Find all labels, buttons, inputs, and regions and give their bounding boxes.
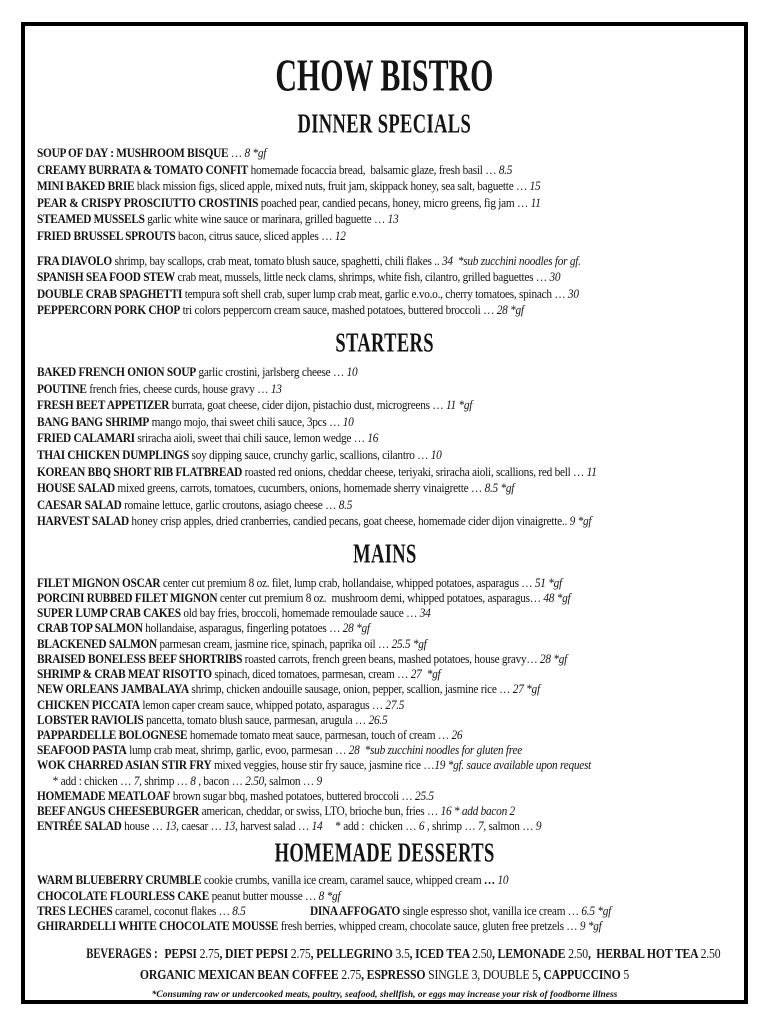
section-title	[37, 328, 732, 358]
menu-line	[37, 773, 642, 788]
menu-section	[37, 109, 732, 319]
menu-item-name: STEAMED MUSSELS	[37, 211, 145, 227]
menu-item-desc: 2.75	[341, 967, 362, 983]
menu-item-price: 26	[451, 726, 463, 742]
menu-item-name: NEW ORLEANS JAMBALAYA	[37, 681, 189, 697]
menu-item-desc: garlic white wine sauce or marinara, grilled baguette …	[144, 211, 388, 227]
menu-item-desc: mixed veggies, house stir fry sauce, jasmine rice …	[211, 757, 435, 773]
menu-item-price: 11	[586, 463, 597, 479]
menu-line	[37, 620, 642, 635]
menu-item-name: ,	[537, 967, 544, 983]
menu-item-name: HOUSE SALAD	[37, 480, 115, 496]
menu-item-name: HOMEMADE MEATLOAF	[37, 787, 171, 803]
menu-item-price: 9 *gf	[569, 513, 592, 529]
menu-item-desc: french fries, cheese curds, house gravy …	[86, 380, 271, 396]
menu-item-desc: center cut premium 8 oz. mushroom demi, whipped potatoes, asparagus…	[217, 590, 544, 606]
menu-line	[37, 497, 642, 514]
menu-line	[37, 253, 642, 270]
menu-item-name: FRIED CALAMARI	[37, 430, 135, 446]
menu-item-name: BEEF ANGUS CHEESEBURGER	[37, 802, 200, 818]
menu-line	[37, 666, 642, 681]
menu-item-name: CRAB TOP SALMON	[37, 620, 143, 636]
menu-line	[37, 447, 642, 464]
menu-item-desc: poached pear, candied pecans, honey, micro greens, fig jam …	[258, 194, 531, 210]
menu-item-name: DIET PEPSI	[224, 946, 291, 962]
menu-item-desc: homemade tomato meat sauce, parmesan, touch of cream …	[187, 726, 452, 742]
menu-item-name: BRAISED BONELESS BEEF SHORTRIBS	[37, 650, 243, 666]
menu-line	[37, 803, 642, 818]
menu-line	[37, 903, 642, 918]
footer-disclaimer: *Consuming raw or undercooked meats, poultry, seafood, shellfish, or eggs may increase your risk of foodborne illness	[151, 990, 618, 1001]
menu-item-desc: 3.5	[395, 946, 410, 962]
section-title	[37, 109, 732, 139]
menu-item-price: 13	[165, 818, 177, 834]
menu-item-desc: romaine lettuce, garlic croutons, asiago cheese …	[121, 496, 339, 512]
menu-item-name: ,	[310, 946, 317, 962]
menu-item-name: DOUBLE CRAB SPAGHETTI	[37, 285, 183, 301]
menu-line	[82, 964, 687, 985]
menu-item-price: 51 *gf	[534, 574, 562, 590]
menu-line	[37, 414, 642, 431]
menu-item-price: 8 ,	[190, 772, 201, 788]
menu-item-desc: 2.75	[199, 946, 220, 962]
menu-line	[37, 302, 642, 319]
menu-line	[37, 651, 642, 666]
restaurant-name-text: CHOW BISTRO	[275, 49, 494, 101]
menu-item-name: PEPPERCORN PORK CHOP	[37, 302, 181, 318]
menu-line	[37, 818, 642, 833]
menu-item-desc: peanut butter mousse …	[209, 887, 319, 903]
section-title	[37, 841, 732, 867]
menu-item-name: LEMONADE	[497, 946, 569, 962]
menu-item-desc: …	[228, 145, 245, 160]
menu-section	[37, 328, 732, 530]
menu-item-desc: 2.75	[290, 946, 311, 962]
menu-item-name: HERBAL HOT TEA	[596, 946, 701, 962]
menu-item-price: 10	[497, 872, 509, 888]
section-title-text: STARTERS	[335, 328, 434, 358]
menu-item-name: THAI CHICKEN DUMPLINGS	[37, 446, 189, 462]
menu-line	[37, 888, 642, 903]
menu-item-desc: caramel, coconut flakes …	[112, 902, 233, 918]
menu-item-name: ORGANIC MEXICAN BEAN COFFEE	[139, 967, 342, 983]
menu-line	[37, 636, 642, 651]
menu-item-name: ICED TEA	[415, 946, 473, 962]
menu-line	[82, 943, 721, 964]
menu-item-name: ,	[492, 946, 498, 962]
menu-item-name: SPANISH SEA FOOD STEW	[37, 269, 175, 285]
menu-item-desc: crab meat, mussels, little neck clams, shrimps, white fish, cilantro, grilled baguettes …	[174, 269, 550, 285]
menu-item-name: SOUP OF DAY : MUSHROOM BISQUE	[37, 145, 229, 160]
menu-item-desc: salmon …	[266, 772, 317, 788]
menu-item-price: 27.5	[385, 696, 405, 712]
menu-line	[37, 590, 642, 605]
menu-item-desc: mixed greens, carrots, tomatoes, cucumbers, onions, homemade sherry vinaigrette …	[114, 480, 485, 496]
menu-item-desc: roasted red onions, cheddar cheese, teriyaki, sriracha aioli, scallions, red bell …	[242, 463, 587, 479]
menu-item-name: MINI BAKED BRIE	[37, 178, 135, 194]
menu-item-name: FILET MIGNON OSCAR	[37, 574, 161, 590]
beverages-block	[37, 943, 732, 985]
menu-line	[37, 195, 642, 212]
menu-line	[37, 727, 642, 742]
menu-line	[37, 211, 642, 228]
section-title	[37, 539, 732, 569]
menu-item-price: 9	[316, 772, 322, 788]
menu-line	[37, 145, 642, 162]
menu-item-name: KOREAN BBQ SHORT RIB FLATBREAD	[37, 463, 243, 479]
menu-item-desc: spinach, diced tomatoes, parmesan, cream …	[211, 666, 411, 682]
menu-line	[37, 605, 642, 620]
menu-item-price: 13,	[224, 818, 238, 834]
menu-item-desc: 2.50	[472, 946, 493, 962]
menu-item-desc: 2.50	[700, 946, 721, 962]
menu-item-desc: bacon …	[200, 772, 246, 788]
menu-item-desc: shrimp, chicken andouille sausage, onion, pepper, scallion, jasmine rice …	[188, 681, 513, 697]
menu-item-name: CAPPUCCINO	[543, 967, 624, 983]
menu-item-name: CHICKEN PICCATA	[37, 696, 140, 712]
menu-line	[37, 697, 642, 712]
menu-line	[37, 178, 642, 195]
menu-item-price: 7,	[478, 818, 486, 834]
menu-item-name: BLACKENED SALMON	[37, 635, 157, 651]
menu-item-price: 8.5	[232, 902, 246, 918]
menu-item-price: 25.5	[415, 787, 434, 803]
menu-item-desc: 2.50	[568, 946, 588, 962]
menu-item-price: 11	[530, 194, 541, 210]
menu-item-desc: tri colors peppercorn cream sauce, mashed potatoes, buttered broccoli …	[180, 302, 497, 318]
menu-line	[37, 464, 642, 481]
menu-item-desc: single espresso shot, vanilla ice cream …	[400, 902, 582, 918]
menu-section	[37, 841, 732, 933]
menu-item-price: 48 *gf	[543, 590, 571, 606]
menu-item-desc: * add : chicken …	[322, 818, 419, 834]
menu-line	[37, 381, 642, 398]
menu-item-name: ENTRÉE SALAD	[37, 818, 122, 834]
menu-item-name: TRES LECHES	[37, 902, 113, 918]
menu-item-name: PEPSI	[164, 946, 200, 962]
menu-line	[37, 228, 642, 245]
menu-item-price: 9	[535, 818, 542, 834]
menu-item-desc: mango mojo, thai sweet chili sauce, 3pcs …	[149, 413, 343, 429]
menu-item-desc: house …	[121, 818, 166, 834]
menu-item-desc: black mission figs, sliced apple, mixed nuts, fruit jam, skippack honey, sea salt, baguette …	[134, 178, 530, 194]
menu-item-name: ,	[219, 946, 225, 962]
menu-item-name: ,	[587, 946, 597, 962]
menu-item-price: 15	[529, 178, 541, 194]
menu-section	[37, 539, 732, 834]
menu-item-price: 30	[549, 269, 561, 285]
menu-line	[37, 872, 642, 887]
menu-item-name: WARM BLUEBERRY CRUMBLE	[37, 872, 202, 888]
menu-item-desc: old bay fries, broccoli, homemade remoulade sauce …	[180, 605, 420, 621]
menu-item-desc: honey crisp apples, dried cranberries, candied pecans, goat cheese, homemade cider dijon vinaigrette..	[128, 513, 570, 529]
menu-item-desc: center cut premium 8 oz. filet, lump crab, hollandaise, whipped potatoes, asparagus …	[160, 574, 535, 590]
menu-item-price: 28 *gf	[539, 650, 568, 666]
section-title-text: MAINS	[352, 539, 417, 569]
menu-item-price: 13	[270, 380, 282, 396]
menu-item-desc: lemon caper cream sauce, whipped potato, asparagus …	[139, 696, 386, 712]
menu-item-price: 28 *gf	[342, 620, 370, 636]
menu-item-name: DINA AFFOGATO	[309, 902, 401, 918]
menu-item-price: 14	[311, 818, 323, 834]
menu-item-desc: fresh berries, whipped cream, chocolate sauce, gluten free pretzels …	[278, 917, 580, 933]
menu-item-name: POUTINE	[37, 380, 87, 396]
menu-item-price: 8.5 *gf	[484, 480, 515, 496]
menu-item-desc: tempura soft shell crab, super lump crab meat, garlic e.vo.o., cherry tomatoes, spinach …	[182, 285, 568, 301]
menu-item-name: CHOCOLATE FLOURLESS CAKE	[37, 887, 210, 903]
menu-item-name: LOBSTER RAVIOLIS	[37, 711, 144, 727]
section-title-text: DINNER SPECIALS	[297, 109, 472, 139]
menu-item-price: 34	[419, 605, 431, 621]
menu-item-price: 8 *gf	[244, 145, 267, 160]
menu-item-desc: burrata, goat cheese, cider dijon, pistachio dust, microgreens …	[169, 397, 446, 413]
menu-item-desc: SINGLE 3, DOUBLE 5	[428, 967, 538, 983]
menu-item-name: PEAR & CRISPY PROSCIUTTO CROSTINIS	[37, 194, 259, 210]
menu-item-desc: pancetta, tomato blush sauce, parmesan, arugula …	[143, 711, 369, 727]
menu-item-desc: american, cheddar, or swiss, LTO, brioche bun, fries …	[199, 802, 441, 818]
menu-item-name: SUPER LUMP CRAB CAKES	[37, 605, 181, 621]
menu-item-name: ,	[361, 967, 367, 983]
menu-item-price: 8.5	[498, 161, 513, 177]
menu-item-name: SHRIMP & CRAB MEAT RISOTTO	[37, 666, 212, 682]
menu-line	[37, 480, 642, 497]
menu-line	[37, 742, 642, 757]
menu-item-name: ESPRESSO	[366, 967, 429, 983]
menu-line	[37, 162, 642, 179]
menu-item-name: PELLEGRINO	[316, 946, 396, 962]
menu-item-desc: bacon, citrus sauce, sliced apples …	[175, 227, 335, 243]
menu-item-desc: hollandaise, asparagus, fingerling potatoes …	[142, 620, 343, 636]
menu-item-desc: homemade focaccia bread, balsamic glaze, fresh basil …	[248, 161, 499, 177]
menu-item-price: 7,	[133, 772, 142, 788]
menu-line	[37, 757, 642, 772]
menu-item-desc: , caesar …	[176, 818, 225, 834]
menu-item-desc: 5	[623, 967, 630, 983]
menu-item-price: 10	[342, 413, 354, 429]
menu-line	[37, 364, 642, 381]
menu-item-desc: brown sugar bbq, mashed potatoes, buttered broccoli …	[170, 787, 416, 803]
menu-item-price: 10	[346, 363, 358, 379]
menu-item-name: WOK CHARRED ASIAN STIR FRY	[37, 757, 212, 773]
menu-item-price: 30	[567, 285, 579, 301]
menu-line	[37, 918, 642, 933]
menu-line	[37, 269, 642, 286]
menu-sections	[37, 109, 732, 933]
menu-line	[37, 397, 642, 414]
menu-item-desc: * add : chicken …	[52, 772, 134, 788]
restaurant-name	[37, 49, 732, 101]
menu-item-name: GHIRARDELLI WHITE CHOCOLATE MOUSSE	[37, 917, 279, 933]
menu-item-price: 16 * add bacon 2	[440, 802, 515, 818]
menu-item-price: 27 *gf	[512, 681, 540, 697]
menu-item-desc: shrimp …	[141, 772, 191, 788]
menu-item-desc: parmesan cream, jasmine rice, spinach, paprika oil …	[156, 635, 392, 651]
menu-item-name: …	[483, 872, 498, 888]
menu-item-price: 34 *sub zucchini noodles for gf.	[441, 252, 581, 268]
menu-item-desc: sriracha aioli, sweet thai chili sauce, lemon wedge …	[134, 430, 368, 446]
menu-item-price: 19 *gf. sauce available upon request	[434, 757, 592, 773]
menu-item-name: BANG BANG SHRIMP	[37, 413, 150, 429]
menu-item-price: 11 *gf	[445, 397, 473, 413]
menu-item-price: 25.5 *gf	[391, 635, 427, 651]
menu-item-desc: shrimp, bay scallops, crab meat, tomato blush sauce, spaghetti, chili flakes ..	[111, 252, 442, 268]
menu-item-price: 26.5	[368, 711, 388, 727]
menu-line	[37, 788, 642, 803]
section-title-text: HOMEMADE DESSERTS	[274, 839, 495, 869]
menu-page	[21, 22, 748, 1004]
menu-item-desc: garlic crostini, jarlsberg cheese …	[195, 363, 347, 379]
menu-line	[37, 286, 642, 303]
menu-item-name: FRESH BEET APPETIZER	[37, 397, 170, 413]
menu-item-name: BAKED FRENCH ONION SOUP	[37, 363, 196, 379]
menu-item-name: PORCINI RUBBED FILET MIGNON	[37, 590, 218, 606]
menu-item-price: 13	[387, 211, 399, 227]
menu-item-price: 10	[430, 446, 442, 462]
menu-item-desc: , shrimp …	[426, 818, 479, 834]
menu-item-price: 6.5 *gf	[581, 902, 612, 918]
menu-item-price: 27 *gf	[410, 666, 441, 682]
menu-item-name: FRA DIAVOLO	[37, 252, 112, 268]
menu-item-price: 9 *gf	[579, 917, 602, 933]
menu-item-price: 12	[334, 227, 346, 243]
menu-line	[37, 513, 642, 530]
menu-item-price: 28 *gf	[496, 302, 524, 318]
menu-item-desc: salmon …	[485, 818, 536, 834]
menu-item-desc: cookie crumbs, vanilla ice cream, caramel sauce, whipped cream	[201, 872, 484, 888]
menu-line	[37, 712, 642, 727]
menu-item-name: HARVEST SALAD	[37, 513, 129, 529]
menu-item-name: SEAFOOD PASTA	[37, 742, 127, 758]
menu-item-name: CREAMY BURRATA & TOMATO CONFIT	[37, 161, 249, 177]
menu-item-name: CAESAR SALAD	[37, 496, 122, 512]
menu-line	[37, 430, 642, 447]
menu-item-price: 2.50,	[245, 772, 267, 788]
beverages-label: BEVERAGES :	[86, 945, 161, 962]
menu-item-name: ,	[409, 946, 416, 962]
menu-item-name: FRIED BRUSSEL SPROUTS	[37, 227, 176, 243]
menu-item-price: 6	[418, 818, 427, 834]
menu-item-desc: harvest salad …	[237, 818, 312, 834]
menu-item-price: 8.5	[338, 496, 353, 512]
menu-line	[37, 575, 642, 590]
menu-line	[37, 681, 642, 696]
menu-item-price: 16	[367, 430, 379, 446]
menu-item-desc: soy dipping sauce, crunchy garlic, scallions, cilantro …	[188, 446, 431, 462]
menu-item-name: PAPPARDELLE BOLOGNESE	[37, 726, 188, 742]
menu-item-price: 28 *sub zucchini noodles for gluten free	[348, 742, 522, 758]
menu-item-price: 8 *gf	[318, 887, 341, 903]
menu-item-desc: lump crab meat, shrimp, garlic, evoo, parmesan …	[126, 742, 349, 758]
menu-item-desc: roasted carrots, french green beans, mashed potatoes, house gravy…	[242, 650, 540, 666]
